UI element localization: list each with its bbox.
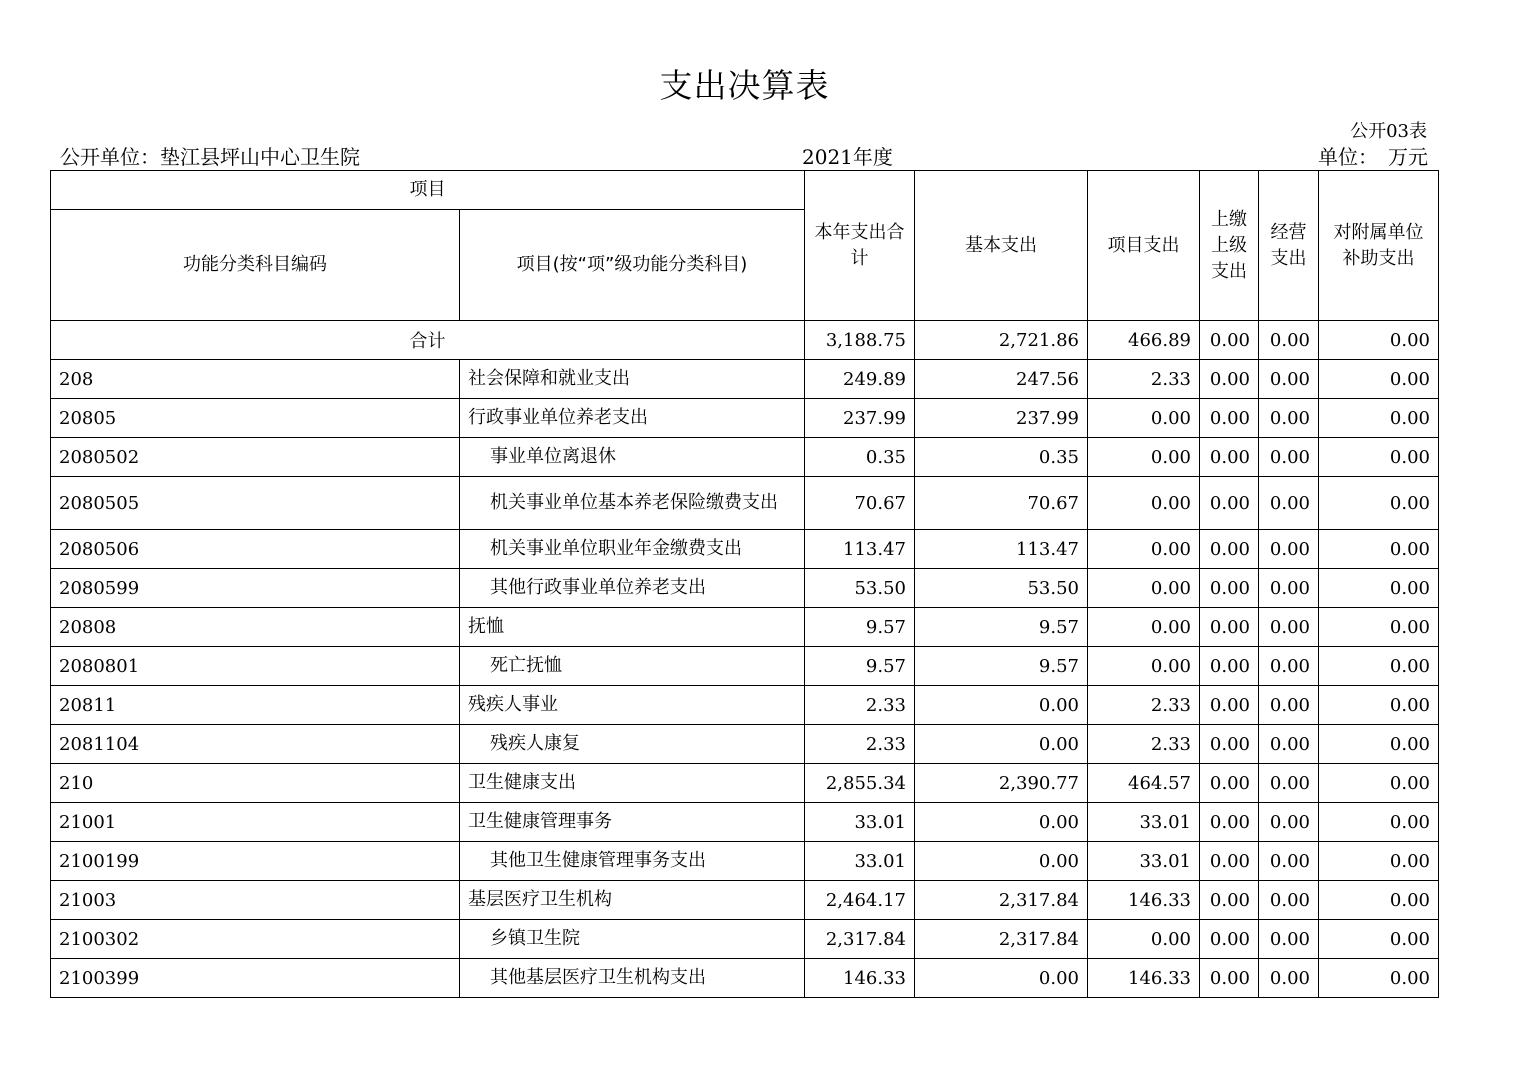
cell-code: 20805 (51, 399, 460, 438)
cell-basic: 2,390.77 (915, 764, 1088, 803)
header-business: 经营支出 (1259, 171, 1319, 321)
cell-subsidy: 0.00 (1319, 608, 1439, 647)
cell-basic: 2,721.86 (915, 321, 1088, 360)
form-number: 公开03表 (1350, 121, 1427, 142)
cell-name: 其他卫生健康管理事务支出 (460, 842, 805, 881)
cell-basic: 2,317.84 (915, 920, 1088, 959)
cell-subsidy: 0.00 (1319, 764, 1439, 803)
cell-name: 抚恤 (460, 608, 805, 647)
cell-total: 70.67 (805, 477, 915, 530)
cell-name: 乡镇卫生院 (460, 920, 805, 959)
cell-project: 0.00 (1088, 647, 1200, 686)
cell-project: 2.33 (1088, 686, 1200, 725)
cell-total: 2.33 (805, 725, 915, 764)
cell-basic: 70.67 (915, 477, 1088, 530)
cell-project: 0.00 (1088, 438, 1200, 477)
cell-total: 53.50 (805, 569, 915, 608)
cell-business: 0.00 (1259, 959, 1319, 998)
cell-basic: 0.00 (915, 725, 1088, 764)
cell-upper: 0.00 (1200, 920, 1259, 959)
cell-code: 2080599 (51, 569, 460, 608)
header-basic: 基本支出 (915, 171, 1088, 321)
cell-subsidy: 0.00 (1319, 438, 1439, 477)
cell-subsidy: 0.00 (1319, 686, 1439, 725)
header-project: 项目 (51, 171, 805, 210)
cell-project: 146.33 (1088, 881, 1200, 920)
cell-name: 行政事业单位养老支出 (460, 399, 805, 438)
cell-upper: 0.00 (1200, 608, 1259, 647)
cell-subsidy: 0.00 (1319, 842, 1439, 881)
cell-code: 2080801 (51, 647, 460, 686)
cell-project: 146.33 (1088, 959, 1200, 998)
cell-total: 237.99 (805, 399, 915, 438)
cell-total: 0.35 (805, 438, 915, 477)
cell-subsidy: 0.00 (1319, 920, 1439, 959)
table-row (51, 530, 1439, 569)
table-row (51, 920, 1439, 959)
cell-code: 208 (51, 360, 460, 399)
cell-basic: 247.56 (915, 360, 1088, 399)
cell-subsidy: 0.00 (1319, 647, 1439, 686)
table-row (51, 608, 1439, 647)
cell-code: 20811 (51, 686, 460, 725)
cell-business: 0.00 (1259, 608, 1319, 647)
cell-subsidy: 0.00 (1319, 803, 1439, 842)
cell-upper: 0.00 (1200, 477, 1259, 530)
cell-name: 其他行政事业单位养老支出 (460, 569, 805, 608)
cell-upper: 0.00 (1200, 569, 1259, 608)
cell-code: 2100399 (51, 959, 460, 998)
cell-business: 0.00 (1259, 360, 1319, 399)
cell-basic: 2,317.84 (915, 881, 1088, 920)
cell-basic: 0.00 (915, 803, 1088, 842)
cell-basic: 0.00 (915, 842, 1088, 881)
cell-subsidy: 0.00 (1319, 321, 1439, 360)
cell-subsidy: 0.00 (1319, 530, 1439, 569)
cell-project: 0.00 (1088, 399, 1200, 438)
table-row (51, 477, 1439, 530)
cell-code: 210 (51, 764, 460, 803)
cell-total: 9.57 (805, 647, 915, 686)
cell-subsidy: 0.00 (1319, 725, 1439, 764)
cell-basic: 9.57 (915, 647, 1088, 686)
cell-code: 2080502 (51, 438, 460, 477)
table-row (51, 764, 1439, 803)
cell-code: 21001 (51, 803, 460, 842)
cell-basic: 237.99 (915, 399, 1088, 438)
cell-business: 0.00 (1259, 920, 1319, 959)
cell-name: 卫生健康支出 (460, 764, 805, 803)
cell-basic: 113.47 (915, 530, 1088, 569)
cell-business: 0.00 (1259, 321, 1319, 360)
cell-upper: 0.00 (1200, 647, 1259, 686)
cell-project: 2.33 (1088, 360, 1200, 399)
cell-subsidy: 0.00 (1319, 959, 1439, 998)
cell-business: 0.00 (1259, 764, 1319, 803)
cell-subsidy: 0.00 (1319, 477, 1439, 530)
cell-project: 466.89 (1088, 321, 1200, 360)
cell-code: 2081104 (51, 725, 460, 764)
cell-name: 社会保障和就业支出 (460, 360, 805, 399)
cell-project: 0.00 (1088, 477, 1200, 530)
cell-total: 2,855.34 (805, 764, 915, 803)
cell-name: 残疾人康复 (460, 725, 805, 764)
report-year: 2021年度 (802, 145, 893, 169)
cell-basic: 53.50 (915, 569, 1088, 608)
cell-business: 0.00 (1259, 881, 1319, 920)
cell-upper: 0.00 (1200, 321, 1259, 360)
cell-project: 0.00 (1088, 569, 1200, 608)
expenditure-table (50, 170, 1439, 998)
cell-business: 0.00 (1259, 803, 1319, 842)
unit-label: 单位： (1318, 145, 1378, 169)
header-upper-level: 上缴上级支出 (1200, 171, 1259, 321)
table-row (51, 959, 1439, 998)
cell-business: 0.00 (1259, 842, 1319, 881)
cell-name: 机关事业单位基本养老保险缴费支出 (460, 477, 805, 530)
header-name: 项目(按“项”级功能分类科目) (460, 210, 805, 321)
cell-basic: 0.00 (915, 686, 1088, 725)
cell-code: 2080505 (51, 477, 460, 530)
reporting-unit: 公开单位：垫江县坪山中心卫生院 (60, 145, 360, 169)
cell-total: 2,464.17 (805, 881, 915, 920)
table-row (51, 725, 1439, 764)
total-row (51, 321, 1439, 360)
header-total: 本年支出合计 (805, 171, 915, 321)
cell-upper: 0.00 (1200, 530, 1259, 569)
cell-upper: 0.00 (1200, 399, 1259, 438)
cell-code: 21003 (51, 881, 460, 920)
table-row (51, 686, 1439, 725)
cell-project: 0.00 (1088, 608, 1200, 647)
cell-basic: 0.00 (915, 959, 1088, 998)
cell-code: 2100302 (51, 920, 460, 959)
cell-business: 0.00 (1259, 647, 1319, 686)
cell-business: 0.00 (1259, 530, 1319, 569)
header-code: 功能分类科目编码 (51, 210, 460, 321)
unit-value: 万元 (1388, 145, 1428, 169)
cell-upper: 0.00 (1200, 686, 1259, 725)
cell-subsidy: 0.00 (1319, 881, 1439, 920)
cell-project: 33.01 (1088, 803, 1200, 842)
cell-total: 9.57 (805, 608, 915, 647)
cell-subsidy: 0.00 (1319, 360, 1439, 399)
cell-business: 0.00 (1259, 686, 1319, 725)
cell-total: 249.89 (805, 360, 915, 399)
cell-code: 2080506 (51, 530, 460, 569)
cell-upper: 0.00 (1200, 725, 1259, 764)
cell-total: 33.01 (805, 803, 915, 842)
table-row (51, 842, 1439, 881)
table-row (51, 569, 1439, 608)
header-subsidy: 对附属单位补助支出 (1319, 171, 1439, 321)
cell-basic: 9.57 (915, 608, 1088, 647)
cell-business: 0.00 (1259, 399, 1319, 438)
cell-upper: 0.00 (1200, 842, 1259, 881)
cell-total: 113.47 (805, 530, 915, 569)
table-row (51, 881, 1439, 920)
cell-business: 0.00 (1259, 725, 1319, 764)
header-project-expenditure: 项目支出 (1088, 171, 1200, 321)
cell-project: 0.00 (1088, 530, 1200, 569)
cell-basic: 0.35 (915, 438, 1088, 477)
cell-upper: 0.00 (1200, 803, 1259, 842)
cell-project: 33.01 (1088, 842, 1200, 881)
table-row (51, 803, 1439, 842)
cell-upper: 0.00 (1200, 360, 1259, 399)
cell-total: 3,188.75 (805, 321, 915, 360)
cell-business: 0.00 (1259, 438, 1319, 477)
cell-name: 残疾人事业 (460, 686, 805, 725)
cell-upper: 0.00 (1200, 764, 1259, 803)
cell-upper: 0.00 (1200, 438, 1259, 477)
cell-subsidy: 0.00 (1319, 569, 1439, 608)
table-row (51, 438, 1439, 477)
total-label: 合计 (51, 321, 805, 360)
cell-name: 机关事业单位职业年金缴费支出 (460, 530, 805, 569)
cell-business: 0.00 (1259, 477, 1319, 530)
cell-total: 2.33 (805, 686, 915, 725)
cell-name: 事业单位离退休 (460, 438, 805, 477)
cell-name: 其他基层医疗卫生机构支出 (460, 959, 805, 998)
cell-name: 卫生健康管理事务 (460, 803, 805, 842)
cell-project: 2.33 (1088, 725, 1200, 764)
cell-business: 0.00 (1259, 569, 1319, 608)
table-row (51, 647, 1439, 686)
cell-upper: 0.00 (1200, 959, 1259, 998)
cell-total: 33.01 (805, 842, 915, 881)
table-row (51, 360, 1439, 399)
cell-name: 死亡抚恤 (460, 647, 805, 686)
cell-subsidy: 0.00 (1319, 399, 1439, 438)
cell-project: 464.57 (1088, 764, 1200, 803)
cell-name: 基层医疗卫生机构 (460, 881, 805, 920)
cell-total: 2,317.84 (805, 920, 915, 959)
page-title: 支出决算表 (659, 66, 830, 105)
cell-total: 146.33 (805, 959, 915, 998)
table-row (51, 399, 1439, 438)
report-meta (60, 141, 1428, 167)
currency-unit (1318, 141, 1428, 170)
cell-code: 20808 (51, 608, 460, 647)
cell-upper: 0.00 (1200, 881, 1259, 920)
cell-project: 0.00 (1088, 920, 1200, 959)
cell-code: 2100199 (51, 842, 460, 881)
